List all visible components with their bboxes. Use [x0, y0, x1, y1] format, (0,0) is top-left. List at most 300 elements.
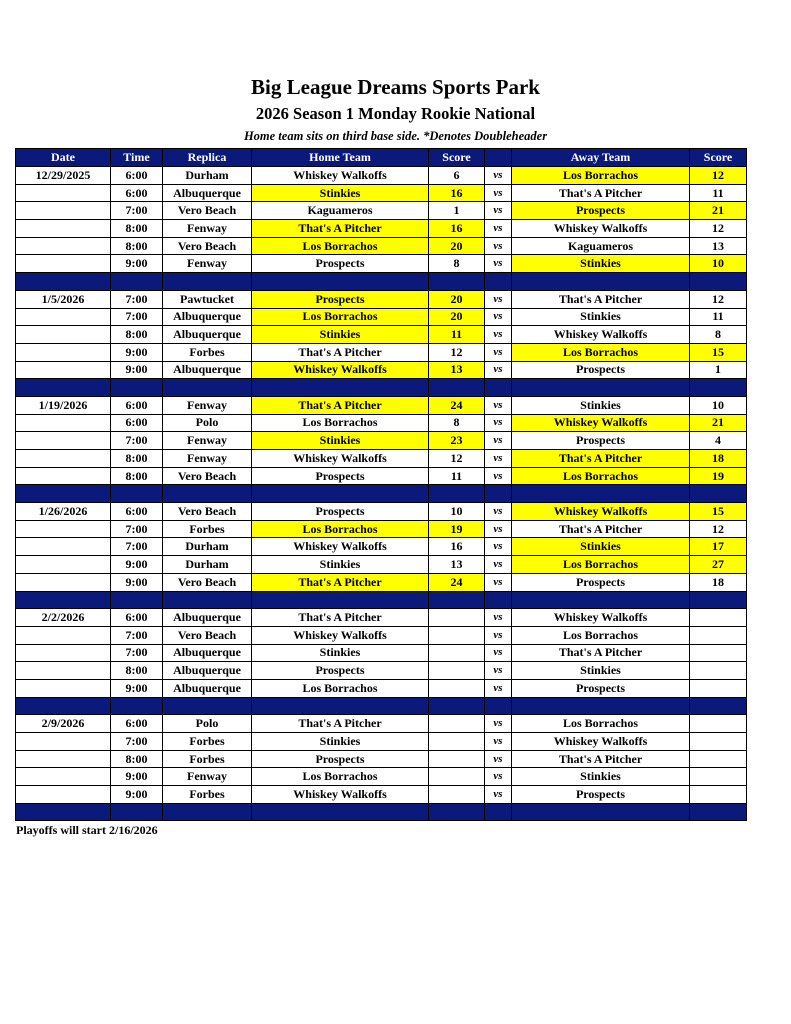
away-score-cell: 11 [690, 184, 747, 202]
vs-cell: vs [485, 290, 512, 308]
away-score-cell [690, 733, 747, 751]
home-score-cell: 13 [429, 556, 485, 574]
date-cell [16, 255, 111, 273]
home-score-cell: 16 [429, 184, 485, 202]
home-score-cell [429, 786, 485, 804]
home-team-cell: Los Borrachos [252, 308, 429, 326]
date-cell [16, 220, 111, 238]
vs-cell: vs [485, 326, 512, 344]
time-cell: 7:00 [111, 644, 163, 662]
game-row [16, 202, 747, 220]
away-score-cell: 21 [690, 414, 747, 432]
game-row [16, 326, 747, 344]
home-score-cell: 13 [429, 361, 485, 379]
away-team-cell: That's A Pitcher [512, 450, 690, 468]
date-cell [16, 662, 111, 680]
time-cell: 6:00 [111, 184, 163, 202]
separator-cell [163, 273, 252, 291]
vs-cell: vs [485, 573, 512, 591]
away-score-cell: 17 [690, 538, 747, 556]
col-header-away-score: Score [690, 149, 747, 167]
game-row [16, 396, 747, 414]
home-score-cell: 11 [429, 326, 485, 344]
away-score-cell [690, 679, 747, 697]
separator-cell [512, 273, 690, 291]
vs-cell: vs [485, 184, 512, 202]
separator-cell [16, 273, 111, 291]
date-cell [16, 679, 111, 697]
time-cell: 6:00 [111, 414, 163, 432]
game-row [16, 786, 747, 804]
date-cell [16, 343, 111, 361]
home-score-cell [429, 662, 485, 680]
vs-cell: vs [485, 343, 512, 361]
away-score-cell: 27 [690, 556, 747, 574]
separator-cell [111, 273, 163, 291]
date-cell [16, 538, 111, 556]
table-header-row [16, 149, 747, 167]
time-cell: 6:00 [111, 609, 163, 627]
away-team-cell: That's A Pitcher [512, 184, 690, 202]
vs-cell: vs [485, 202, 512, 220]
time-cell: 6:00 [111, 715, 163, 733]
home-team-cell: Stinkies [252, 733, 429, 751]
game-row [16, 538, 747, 556]
away-team-cell: That's A Pitcher [512, 290, 690, 308]
date-cell: 1/26/2026 [16, 503, 111, 521]
away-score-cell: 21 [690, 202, 747, 220]
home-score-cell: 24 [429, 573, 485, 591]
away-team-cell: Stinkies [512, 538, 690, 556]
away-score-cell: 11 [690, 308, 747, 326]
home-score-cell: 8 [429, 414, 485, 432]
separator-cell [252, 697, 429, 715]
away-team-cell: Prospects [512, 361, 690, 379]
replica-cell: Vero Beach [163, 467, 252, 485]
vs-cell: vs [485, 503, 512, 521]
game-row [16, 503, 747, 521]
home-score-cell [429, 768, 485, 786]
away-score-cell: 15 [690, 503, 747, 521]
replica-cell: Albuquerque [163, 609, 252, 627]
vs-cell: vs [485, 750, 512, 768]
time-cell: 6:00 [111, 396, 163, 414]
away-team-cell: That's A Pitcher [512, 520, 690, 538]
col-header-replica: Replica [163, 149, 252, 167]
time-cell: 9:00 [111, 361, 163, 379]
vs-cell: vs [485, 237, 512, 255]
away-team-cell: Stinkies [512, 396, 690, 414]
col-header-time: Time [111, 149, 163, 167]
separator-cell [111, 803, 163, 821]
home-team-cell: Stinkies [252, 326, 429, 344]
vs-cell: vs [485, 432, 512, 450]
away-team-cell: Prospects [512, 202, 690, 220]
replica-cell: Polo [163, 715, 252, 733]
separator-cell [111, 591, 163, 609]
away-team-cell: Whiskey Walkoffs [512, 733, 690, 751]
separator-cell [485, 697, 512, 715]
away-team-cell: Los Borrachos [512, 626, 690, 644]
home-team-cell: Whiskey Walkoffs [252, 361, 429, 379]
separator-cell [485, 273, 512, 291]
time-cell: 7:00 [111, 308, 163, 326]
vs-cell: vs [485, 768, 512, 786]
vs-cell: vs [485, 662, 512, 680]
replica-cell: Albuquerque [163, 361, 252, 379]
game-row [16, 467, 747, 485]
separator-cell [485, 803, 512, 821]
away-team-cell: Whiskey Walkoffs [512, 609, 690, 627]
replica-cell: Albuquerque [163, 184, 252, 202]
separator-cell [252, 803, 429, 821]
away-team-cell: Los Borrachos [512, 467, 690, 485]
separator-cell [111, 485, 163, 503]
home-score-cell: 12 [429, 450, 485, 468]
away-team-cell: Whiskey Walkoffs [512, 503, 690, 521]
home-team-cell: Stinkies [252, 184, 429, 202]
vs-cell: vs [485, 538, 512, 556]
home-score-cell: 6 [429, 167, 485, 185]
home-team-cell: Whiskey Walkoffs [252, 786, 429, 804]
game-row [16, 715, 747, 733]
home-team-cell: Prospects [252, 503, 429, 521]
date-cell [16, 184, 111, 202]
week-separator-row [16, 803, 747, 821]
week-separator-row [16, 273, 747, 291]
time-cell: 7:00 [111, 290, 163, 308]
schedule-table [15, 148, 747, 821]
time-cell: 7:00 [111, 432, 163, 450]
vs-cell: vs [485, 520, 512, 538]
game-row [16, 220, 747, 238]
game-row [16, 450, 747, 468]
vs-cell: vs [485, 450, 512, 468]
home-team-cell: Prospects [252, 255, 429, 273]
home-team-cell: That's A Pitcher [252, 343, 429, 361]
date-cell [16, 750, 111, 768]
vs-cell: vs [485, 467, 512, 485]
home-score-cell [429, 733, 485, 751]
separator-cell [512, 485, 690, 503]
game-row [16, 184, 747, 202]
home-team-cell: Stinkies [252, 556, 429, 574]
away-team-cell: Los Borrachos [512, 167, 690, 185]
home-team-cell: Prospects [252, 750, 429, 768]
time-cell: 9:00 [111, 343, 163, 361]
home-score-cell: 20 [429, 237, 485, 255]
home-score-cell [429, 644, 485, 662]
home-score-cell: 8 [429, 255, 485, 273]
separator-cell [512, 591, 690, 609]
separator-cell [252, 485, 429, 503]
date-cell [16, 432, 111, 450]
vs-cell: vs [485, 786, 512, 804]
home-team-cell: Whiskey Walkoffs [252, 538, 429, 556]
home-team-cell: Stinkies [252, 432, 429, 450]
game-row [16, 768, 747, 786]
separator-cell [485, 591, 512, 609]
away-team-cell: Prospects [512, 573, 690, 591]
away-score-cell: 15 [690, 343, 747, 361]
away-score-cell: 8 [690, 326, 747, 344]
separator-cell [512, 379, 690, 397]
vs-cell: vs [485, 609, 512, 627]
separator-cell [485, 485, 512, 503]
home-team-cell: Prospects [252, 290, 429, 308]
separator-cell [163, 485, 252, 503]
time-cell: 8:00 [111, 237, 163, 255]
away-team-cell: Whiskey Walkoffs [512, 220, 690, 238]
vs-cell: vs [485, 396, 512, 414]
date-cell: 1/5/2026 [16, 290, 111, 308]
game-row [16, 626, 747, 644]
col-header-vs [485, 149, 512, 167]
replica-cell: Albuquerque [163, 679, 252, 697]
separator-cell [16, 803, 111, 821]
home-team-cell: Los Borrachos [252, 679, 429, 697]
away-team-cell: Whiskey Walkoffs [512, 414, 690, 432]
replica-cell: Polo [163, 414, 252, 432]
separator-cell [690, 591, 747, 609]
home-team-cell: Los Borrachos [252, 237, 429, 255]
playoffs-note: Playoffs will start 2/16/2026 [16, 823, 158, 837]
away-score-cell [690, 609, 747, 627]
away-score-cell: 13 [690, 237, 747, 255]
home-score-cell: 20 [429, 290, 485, 308]
date-cell [16, 733, 111, 751]
separator-cell [252, 273, 429, 291]
separator-cell [163, 803, 252, 821]
away-team-cell: That's A Pitcher [512, 644, 690, 662]
vs-cell: vs [485, 715, 512, 733]
vs-cell: vs [485, 220, 512, 238]
replica-cell: Durham [163, 538, 252, 556]
game-row [16, 679, 747, 697]
replica-cell: Albuquerque [163, 644, 252, 662]
game-row [16, 662, 747, 680]
game-row [16, 308, 747, 326]
game-row [16, 414, 747, 432]
separator-cell [429, 273, 485, 291]
away-score-cell [690, 644, 747, 662]
home-score-cell: 20 [429, 308, 485, 326]
separator-cell [512, 803, 690, 821]
home-score-cell: 24 [429, 396, 485, 414]
game-row [16, 290, 747, 308]
replica-cell: Fenway [163, 255, 252, 273]
home-team-cell: Los Borrachos [252, 520, 429, 538]
away-score-cell [690, 786, 747, 804]
home-score-cell: 12 [429, 343, 485, 361]
date-cell [16, 361, 111, 379]
separator-cell [111, 379, 163, 397]
home-team-cell: Prospects [252, 662, 429, 680]
game-row [16, 343, 747, 361]
vs-cell: vs [485, 308, 512, 326]
home-team-cell: That's A Pitcher [252, 220, 429, 238]
replica-cell: Vero Beach [163, 573, 252, 591]
game-row [16, 609, 747, 627]
date-cell: 12/29/2025 [16, 167, 111, 185]
separator-cell [163, 379, 252, 397]
away-team-cell: Prospects [512, 786, 690, 804]
separator-cell [163, 591, 252, 609]
separator-cell [690, 273, 747, 291]
page-subtitle: 2026 Season 1 Monday Rookie National [255, 104, 536, 123]
game-row [16, 573, 747, 591]
home-score-cell: 23 [429, 432, 485, 450]
replica-cell: Forbes [163, 786, 252, 804]
time-cell: 6:00 [111, 167, 163, 185]
week-separator-row [16, 591, 747, 609]
col-header-home-team: Home Team [252, 149, 429, 167]
home-team-cell: Kaguameros [252, 202, 429, 220]
home-team-cell: Prospects [252, 467, 429, 485]
separator-cell [485, 379, 512, 397]
date-cell [16, 202, 111, 220]
separator-cell [252, 379, 429, 397]
date-cell [16, 467, 111, 485]
away-team-cell: Kaguameros [512, 237, 690, 255]
schedule-body [16, 167, 747, 821]
separator-cell [429, 803, 485, 821]
replica-cell: Vero Beach [163, 503, 252, 521]
separator-cell [252, 591, 429, 609]
home-team-cell: Stinkies [252, 644, 429, 662]
home-score-cell: 16 [429, 538, 485, 556]
replica-cell: Pawtucket [163, 290, 252, 308]
home-team-cell: Los Borrachos [252, 414, 429, 432]
away-score-cell: 4 [690, 432, 747, 450]
home-team-cell: Whiskey Walkoffs [252, 450, 429, 468]
away-score-cell [690, 768, 747, 786]
separator-cell [690, 803, 747, 821]
replica-cell: Fenway [163, 432, 252, 450]
separator-cell [429, 485, 485, 503]
replica-cell: Durham [163, 167, 252, 185]
separator-cell [690, 697, 747, 715]
away-score-cell [690, 662, 747, 680]
game-row [16, 167, 747, 185]
separator-cell [163, 697, 252, 715]
away-team-cell: Prospects [512, 432, 690, 450]
away-team-cell: Stinkies [512, 662, 690, 680]
vs-cell: vs [485, 361, 512, 379]
home-score-cell: 16 [429, 220, 485, 238]
home-team-cell: That's A Pitcher [252, 715, 429, 733]
separator-cell [16, 379, 111, 397]
date-cell [16, 326, 111, 344]
separator-cell [429, 379, 485, 397]
col-header-home-score: Score [429, 149, 485, 167]
page-note: Home team sits on third base side. *Denotes Doubleheader [243, 129, 548, 143]
separator-cell [16, 591, 111, 609]
home-score-cell [429, 679, 485, 697]
col-header-away-team: Away Team [512, 149, 690, 167]
time-cell: 7:00 [111, 626, 163, 644]
week-separator-row [16, 697, 747, 715]
time-cell: 8:00 [111, 220, 163, 238]
away-score-cell: 1 [690, 361, 747, 379]
game-row [16, 750, 747, 768]
replica-cell: Fenway [163, 220, 252, 238]
vs-cell: vs [485, 556, 512, 574]
separator-cell [512, 697, 690, 715]
replica-cell: Vero Beach [163, 202, 252, 220]
time-cell: 8:00 [111, 750, 163, 768]
time-cell: 9:00 [111, 255, 163, 273]
away-score-cell [690, 715, 747, 733]
away-score-cell: 10 [690, 396, 747, 414]
game-row [16, 733, 747, 751]
date-cell [16, 556, 111, 574]
vs-cell: vs [485, 626, 512, 644]
date-cell [16, 644, 111, 662]
date-cell [16, 768, 111, 786]
vs-cell: vs [485, 733, 512, 751]
separator-cell [690, 485, 747, 503]
separator-cell [111, 697, 163, 715]
date-cell [16, 237, 111, 255]
time-cell: 8:00 [111, 467, 163, 485]
away-team-cell: That's A Pitcher [512, 750, 690, 768]
home-team-cell: That's A Pitcher [252, 573, 429, 591]
date-cell [16, 626, 111, 644]
date-cell [16, 414, 111, 432]
away-team-cell: Los Borrachos [512, 343, 690, 361]
date-cell [16, 450, 111, 468]
game-row [16, 644, 747, 662]
separator-cell [429, 697, 485, 715]
away-score-cell [690, 626, 747, 644]
week-separator-row [16, 379, 747, 397]
home-team-cell: That's A Pitcher [252, 609, 429, 627]
away-score-cell [690, 750, 747, 768]
home-score-cell [429, 609, 485, 627]
game-row [16, 432, 747, 450]
date-cell [16, 308, 111, 326]
home-score-cell: 19 [429, 520, 485, 538]
vs-cell: vs [485, 644, 512, 662]
date-cell: 2/9/2026 [16, 715, 111, 733]
away-score-cell: 10 [690, 255, 747, 273]
page-title: Big League Dreams Sports Park [251, 75, 540, 99]
replica-cell: Albuquerque [163, 326, 252, 344]
away-score-cell: 12 [690, 520, 747, 538]
away-team-cell: Los Borrachos [512, 715, 690, 733]
replica-cell: Durham [163, 556, 252, 574]
home-team-cell: Los Borrachos [252, 768, 429, 786]
game-row [16, 361, 747, 379]
home-score-cell: 10 [429, 503, 485, 521]
week-separator-row [16, 485, 747, 503]
away-score-cell: 18 [690, 450, 747, 468]
vs-cell: vs [485, 414, 512, 432]
separator-cell [429, 591, 485, 609]
separator-cell [16, 485, 111, 503]
away-score-cell: 12 [690, 220, 747, 238]
home-team-cell: Whiskey Walkoffs [252, 626, 429, 644]
game-row [16, 237, 747, 255]
replica-cell: Fenway [163, 450, 252, 468]
time-cell: 7:00 [111, 520, 163, 538]
away-team-cell: Stinkies [512, 308, 690, 326]
replica-cell: Forbes [163, 750, 252, 768]
time-cell: 9:00 [111, 768, 163, 786]
col-header-date: Date [16, 149, 111, 167]
date-cell [16, 786, 111, 804]
